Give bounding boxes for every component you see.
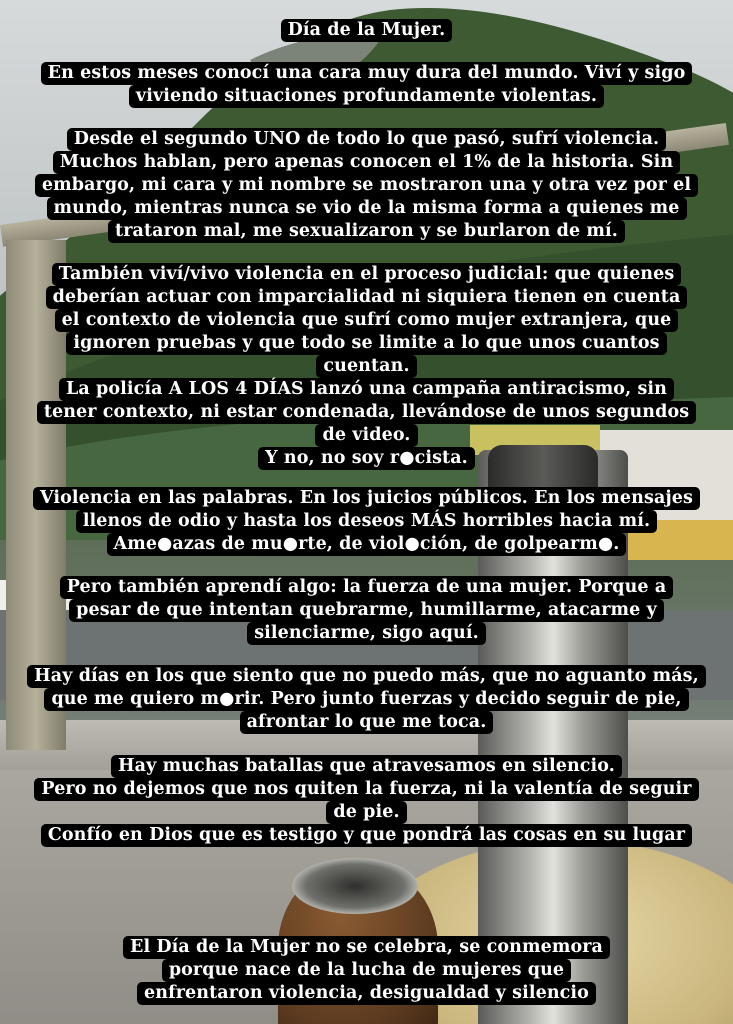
paragraph-6	[0, 665, 733, 734]
caption-line: También viví/vivo violencia en el proceso judicial: que quienes	[52, 263, 682, 286]
caption-line: llenos de odio y hasta los deseos MÁS horribles hacia mí.	[76, 510, 657, 533]
caption-line: Hay días en los que siento que no puedo más, que no aguanto más,	[27, 665, 706, 688]
caption-line: Muchos hablan, pero apenas conocen el 1% de la historia. Sin	[53, 151, 680, 174]
caption-line: El Día de la Mujer no se celebra, se conmemora	[123, 936, 610, 959]
paragraph-8	[0, 936, 733, 1005]
caption-line: enfrentaron violencia, desigualdad y silencio	[137, 982, 596, 1005]
caption-line: viviendo situaciones profundamente violentas.	[129, 85, 604, 108]
caption-line: Hay muchas batallas que atravesamos en silencio.	[111, 755, 622, 778]
caption-line: En estos meses conocí una cara muy dura del mundo. Viví y sigo	[41, 62, 693, 85]
paragraph-7	[0, 755, 733, 847]
paragraph-2	[0, 128, 733, 243]
paragraph-1	[0, 62, 733, 108]
caption-line: Ame●azas de mu●rte, de viol●ción, de golpearm●.	[107, 533, 627, 556]
caption-line: de video.	[315, 424, 417, 447]
caption-line: mundo, mientras nunca se vio de la misma forma a quienes me	[47, 197, 687, 220]
caption-line: Violencia en las palabras. En los juicios públicos. En los mensajes	[33, 487, 700, 510]
paragraph-4	[0, 487, 733, 556]
caption-line: deberían actuar con imparcialidad ni siquiera tienen en cuenta	[46, 286, 688, 309]
story-title	[0, 19, 733, 42]
caption-line: Y no, no soy r●cista.	[258, 447, 475, 470]
caption-line: trataron mal, me sexualizaron y se burlaron de mí.	[108, 220, 625, 243]
paragraph-3	[0, 263, 733, 470]
caption-line: La policía A LOS 4 DÍAS lanzó una campaña antiracismo, sin	[59, 378, 674, 401]
caption-line: pesar de que intentan quebrarme, humillarme, atacarme y	[69, 599, 664, 622]
caption-line: ignoren pruebas y que todo se limite a lo que unos cuantos	[66, 332, 666, 355]
caption-line: embargo, mi cara y mi nombre se mostraron una y otra vez por el	[35, 174, 698, 197]
caption-line: de pie.	[326, 801, 406, 824]
caption-line: tener contexto, ni estar condenada, llevándose de unos segundos	[37, 401, 696, 424]
caption-line: que me quiero m●rir. Pero junto fuerzas y decido seguir de pie,	[44, 688, 688, 711]
caption-line: Confío en Dios que es testigo y que pondrá las cosas en su lugar	[41, 824, 692, 847]
caption-line: el contexto de violencia que sufrí como mujer extranjera, que	[55, 309, 679, 332]
paragraph-5	[0, 576, 733, 645]
caption-line: cuentan.	[316, 355, 416, 378]
caption-line: porque nace de la lucha de mujeres que	[162, 959, 571, 982]
caption-line: afrontar lo que me toca.	[240, 711, 494, 734]
caption-line: Pero también aprendí algo: la fuerza de una mujer. Porque a	[60, 576, 674, 599]
caption-line: silenciarme, sigo aquí.	[247, 622, 486, 645]
caption-line: Día de la Mujer.	[281, 19, 453, 42]
caption-line: Desde el segundo UNO de todo lo que pasó, sufrí violencia.	[67, 128, 666, 151]
caption-line: Pero no dejemos que nos quiten la fuerza, ni la valentía de seguir	[34, 778, 698, 801]
